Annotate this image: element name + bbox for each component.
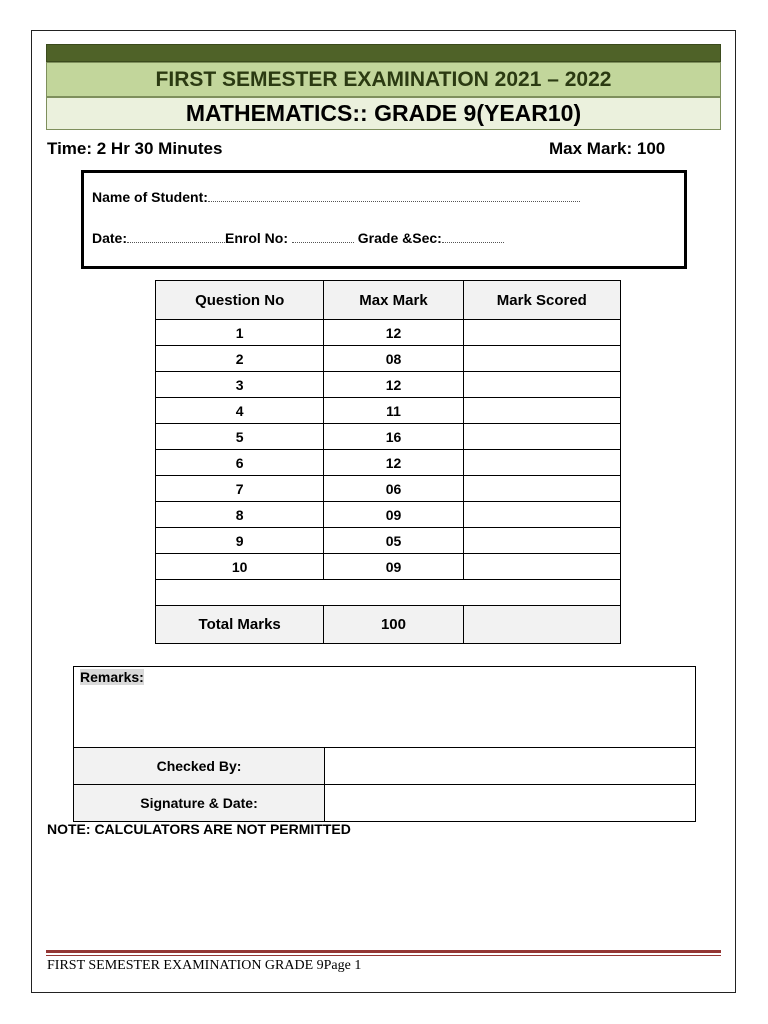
signature-date-field[interactable] bbox=[325, 785, 696, 822]
max-mark: Max Mark: 100 bbox=[549, 139, 666, 158]
table-row bbox=[156, 528, 621, 554]
calculator-note: NOTE: CALCULATORS ARE NOT PERMITTED bbox=[47, 821, 351, 837]
max-mark-cell: 12 bbox=[324, 320, 463, 346]
footer-text: FIRST SEMESTER EXAMINATION GRADE 9Page 1 bbox=[47, 958, 362, 973]
table-row bbox=[156, 502, 621, 528]
grade-section-label: Grade &Sec: bbox=[357, 230, 442, 246]
date-field[interactable] bbox=[127, 230, 225, 243]
table-row bbox=[156, 450, 621, 476]
enrol-field[interactable] bbox=[292, 230, 354, 243]
marks-table-header bbox=[156, 281, 621, 320]
question-no-cell: 5 bbox=[156, 424, 324, 450]
total-mark-scored[interactable] bbox=[463, 606, 620, 644]
grade-section-field[interactable] bbox=[442, 230, 504, 243]
footer-rule-thick bbox=[46, 950, 721, 953]
max-mark-cell: 06 bbox=[324, 476, 463, 502]
student-name-label: Name of Student: bbox=[92, 189, 208, 205]
marks-table bbox=[155, 280, 621, 644]
remarks-table bbox=[73, 666, 696, 822]
mark-scored-cell[interactable] bbox=[463, 554, 620, 580]
table-row bbox=[156, 372, 621, 398]
exam-title: FIRST SEMESTER EXAMINATION 2021 – 2022 bbox=[46, 62, 721, 97]
table-row bbox=[156, 476, 621, 502]
header-mark-scored: Mark Scored bbox=[463, 281, 620, 320]
checked-by-label: Checked By: bbox=[74, 748, 325, 785]
mark-scored-cell[interactable] bbox=[463, 346, 620, 372]
remarks-cell[interactable] bbox=[74, 667, 696, 748]
max-mark-cell: 12 bbox=[324, 372, 463, 398]
question-no-cell: 2 bbox=[156, 346, 324, 372]
subject-title: MATHEMATICS:: GRADE 9(YEAR10) bbox=[46, 97, 721, 130]
question-no-cell: 10 bbox=[156, 554, 324, 580]
signature-date-label: Signature & Date: bbox=[74, 785, 325, 822]
mark-scored-cell[interactable] bbox=[463, 320, 620, 346]
max-mark-cell: 16 bbox=[324, 424, 463, 450]
header-question-no: Question No bbox=[156, 281, 324, 320]
max-mark-cell: 08 bbox=[324, 346, 463, 372]
max-mark-cell: 05 bbox=[324, 528, 463, 554]
enrol-label: Enrol No: bbox=[225, 230, 289, 246]
question-no-cell: 8 bbox=[156, 502, 324, 528]
total-row bbox=[156, 606, 621, 644]
table-row bbox=[156, 554, 621, 580]
table-row bbox=[156, 424, 621, 450]
header-top-band bbox=[46, 44, 721, 62]
question-no-cell: 1 bbox=[156, 320, 324, 346]
mark-scored-cell[interactable] bbox=[463, 424, 620, 450]
max-mark-cell: 11 bbox=[324, 398, 463, 424]
mark-scored-cell[interactable] bbox=[463, 372, 620, 398]
checked-by-field[interactable] bbox=[325, 748, 696, 785]
table-row bbox=[156, 346, 621, 372]
max-mark-cell: 12 bbox=[324, 450, 463, 476]
mark-scored-cell[interactable] bbox=[463, 398, 620, 424]
max-mark-cell: 09 bbox=[324, 554, 463, 580]
student-details-row bbox=[92, 230, 504, 246]
empty-cell bbox=[156, 580, 621, 606]
student-name-field[interactable] bbox=[208, 189, 580, 202]
remarks-label: Remarks: bbox=[80, 669, 144, 685]
question-no-cell: 7 bbox=[156, 476, 324, 502]
student-name-row bbox=[92, 189, 580, 205]
question-no-cell: 9 bbox=[156, 528, 324, 554]
mark-scored-cell[interactable] bbox=[463, 450, 620, 476]
student-info-box bbox=[81, 170, 687, 269]
table-row bbox=[156, 398, 621, 424]
mark-scored-cell[interactable] bbox=[463, 502, 620, 528]
total-label: Total Marks bbox=[156, 606, 324, 644]
table-row bbox=[156, 320, 621, 346]
question-no-cell: 6 bbox=[156, 450, 324, 476]
empty-row bbox=[156, 580, 621, 606]
mark-scored-cell[interactable] bbox=[463, 476, 620, 502]
question-no-cell: 3 bbox=[156, 372, 324, 398]
max-mark-cell: 09 bbox=[324, 502, 463, 528]
total-max-mark: 100 bbox=[324, 606, 463, 644]
mark-scored-cell[interactable] bbox=[463, 528, 620, 554]
header-max-mark: Max Mark bbox=[324, 281, 463, 320]
exam-duration: Time: 2 Hr 30 Minutes bbox=[47, 139, 223, 158]
date-label: Date: bbox=[92, 230, 128, 246]
footer-rule-thin bbox=[46, 955, 721, 956]
question-no-cell: 4 bbox=[156, 398, 324, 424]
